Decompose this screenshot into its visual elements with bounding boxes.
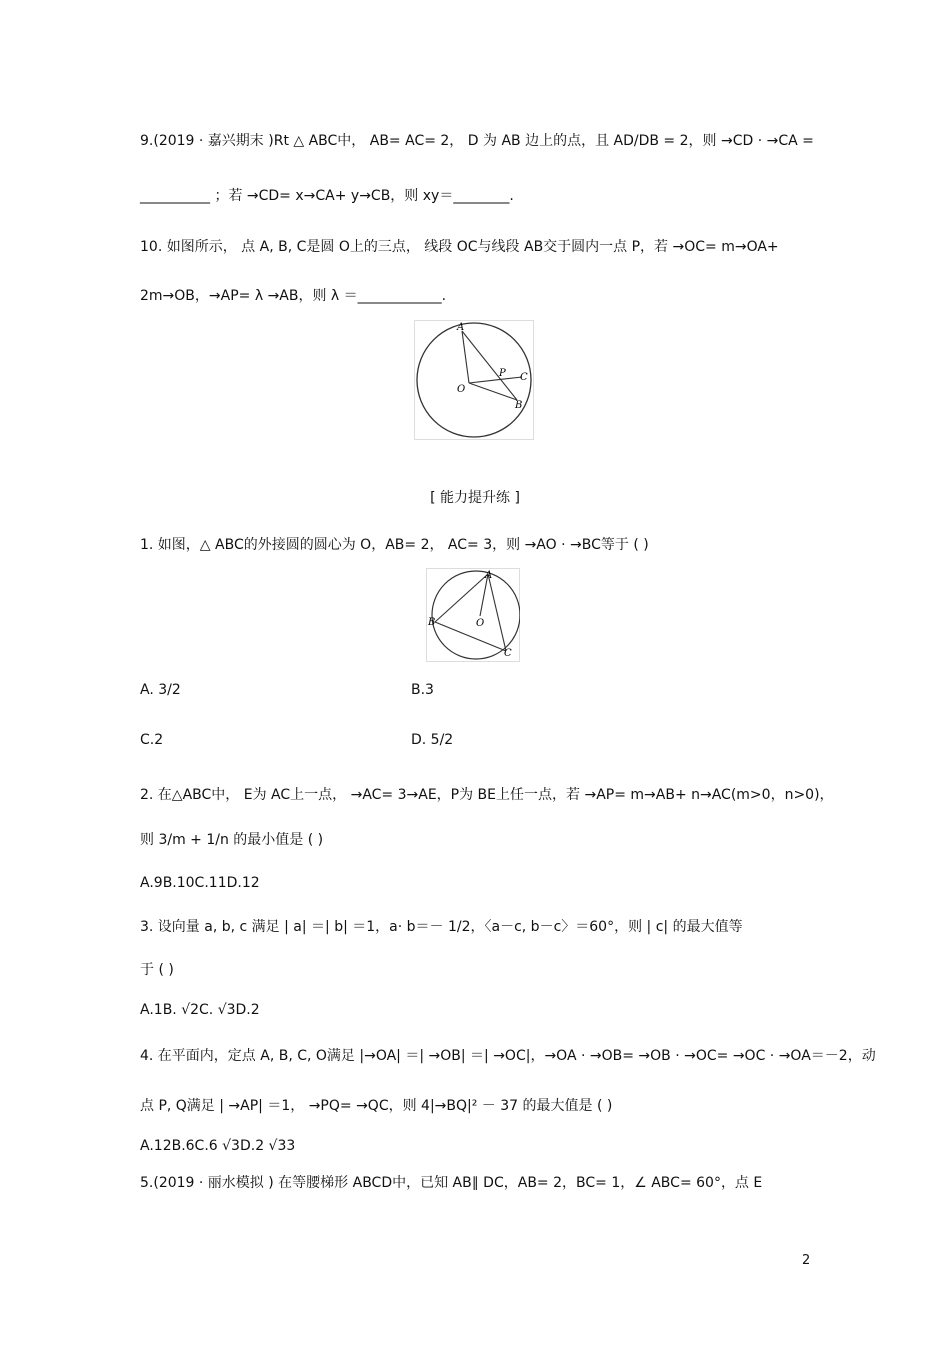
adv-question-3-stem-1: 3. 设向量 a, b, c 满足 | a| ＝| b| ＝1，a· b＝－ 1/2，〈a－c, b－c〉＝60°，则 | c| 的最大值等: [140, 919, 743, 935]
adv-q1-option-b: B.3: [411, 682, 434, 698]
question-9-line-2: __________ ；若 →CD= x→CA+ y→CB，则 xy＝________.: [140, 188, 514, 204]
adv-q1-option-c: C.2: [140, 732, 164, 748]
question-10-line-2: 2m→OB，→AP= λ →AB，则 λ ＝____________.: [140, 288, 447, 304]
adv-question-2-stem-1: 2. 在△ABC中， E为 AC上一点， →AC= 3→AE，P为 BE上任一点，若 →AP= m→AB+ n→AC(m>0，n>0)，: [140, 787, 834, 803]
adv-question-5-stem-1: 5.(2019 · 丽水模拟 ) 在等腰梯形 ABCD中，已知 AB∥ DC，AB= 2，BC= 1，∠ ABC= 60°，点 E: [140, 1175, 763, 1191]
adv-q1-option-d: D. 5/2: [411, 732, 454, 748]
page-number: 2: [802, 1253, 811, 1268]
question-9-line-1: 9.(2019 · 嘉兴期末 )Rt △ ABC中， AB= AC= 2， D 为 AB 边上的点，且 AD/DB = 2，则 →CD · →CA =: [140, 133, 814, 149]
adv-question-2-stem-2: 则 3/m + 1/n 的最小值是 ( ): [140, 832, 324, 848]
fig1-label-p: P: [499, 368, 506, 379]
adv-q1-option-a: A. 3/2: [140, 682, 181, 698]
adv-question-2-options: A.9B.10C.11D.12: [140, 875, 260, 891]
fig2-label-o: O: [476, 618, 485, 629]
adv-question-4-options: A.12B.6C.6 √3D.2 √33: [140, 1138, 296, 1154]
adv-question-4-stem-2: 点 P, Q满足 | →AP| ＝1， →PQ= →QC，则 4|→BQ|² － 37 的最大值是 ( ): [140, 1098, 613, 1114]
adv-question-3-stem-2: 于 ( ): [140, 962, 174, 978]
fig1-label-c: C: [520, 372, 528, 383]
question-10-line-1: 10. 如图所示， 点 A, B, C是圆 O上的三点， 线段 OC与线段 AB交于圆内一点 P，若 →OC= m→OA+: [140, 239, 779, 255]
fig1-label-a: A: [457, 322, 465, 333]
circle-figure-q1: [426, 568, 520, 662]
section-title: [ 能力提升练 ]: [430, 490, 520, 506]
adv-question-3-options: A.1B. √2C. √3D.2: [140, 1002, 260, 1018]
fig2-label-b: B: [428, 617, 436, 628]
fig1-label-o: O: [457, 384, 466, 395]
fig2-label-a: A: [485, 570, 493, 581]
fig1-label-b: B: [515, 400, 523, 411]
fig2-label-c: C: [504, 648, 512, 659]
adv-question-1-stem: 1. 如图，△ ABC的外接圆的圆心为 O，AB= 2， AC= 3，则 →AO · →BC等于 ( ): [140, 537, 649, 553]
adv-question-4-stem-1: 4. 在平面内，定点 A, B, C, O满足 |→OA| ＝| →OB| ＝| →OC|，→OA · →OB= →OB · →OC= →OC · →OA＝－2，动: [140, 1048, 876, 1064]
circle-figure-q10: [414, 320, 534, 440]
